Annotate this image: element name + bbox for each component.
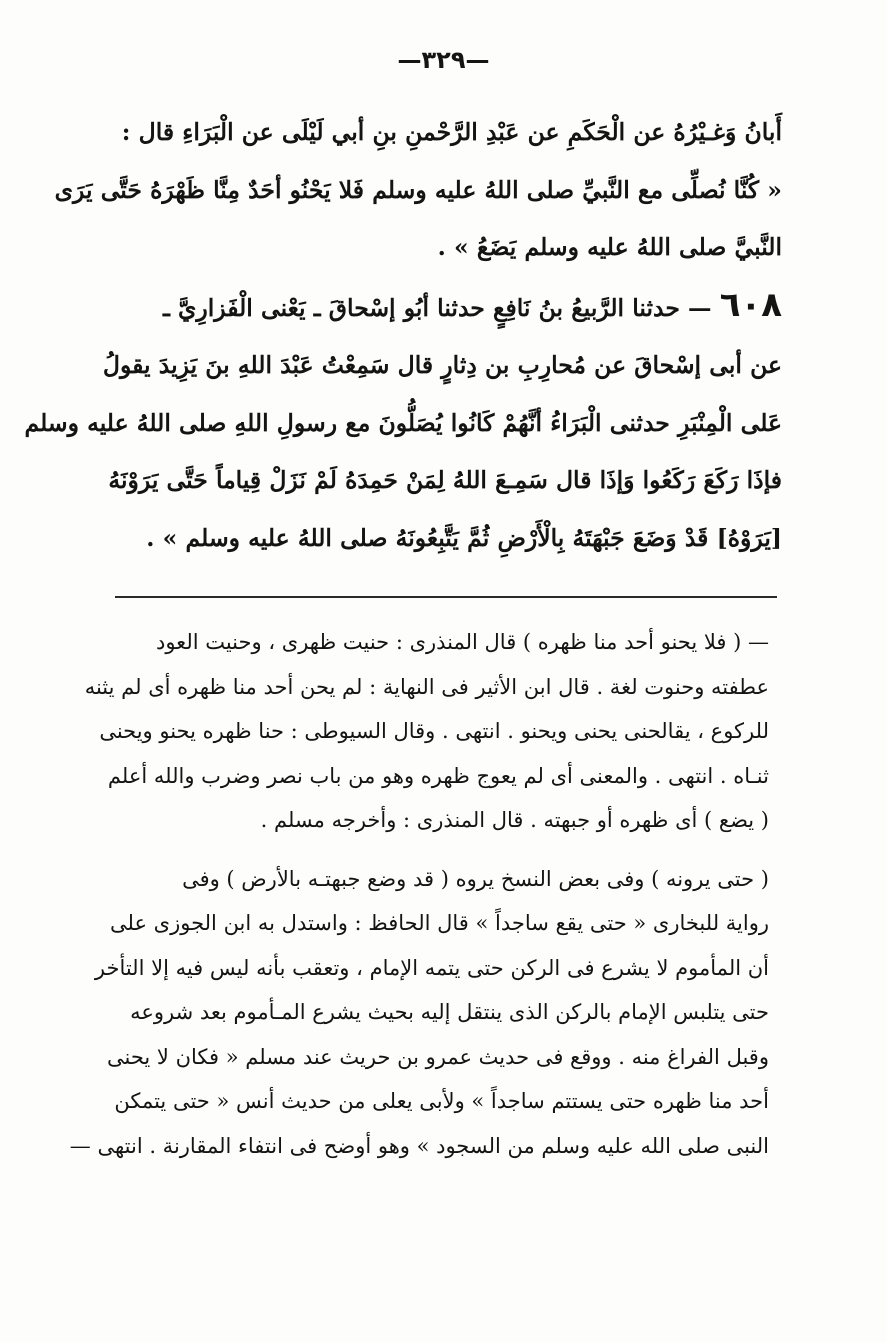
hadith-text-line: أَبانُ وَغـيْرُهُ عن الْحَكَمِ عن عَبْدِ الرَّحْمنِ بنِ أبي لَيْلَى عن الْبَرَاءِ قال : — [121, 118, 782, 146]
hadith-text-line: فإذَا رَكَعَ رَكَعُوا وَإذَا قال سَمِـعَ اللهُ لِمَنْ حَمِدَهُ لَمْ نَزَلْ قِياماً حَتَّى يَرَوْنَهُ — [108, 466, 782, 494]
hadith-text-line: — حدثنا الرَّبيعُ بنُ نَافِعٍ حدثنا أبُو إسْحاقَ ـ يَعْنى الْفَزارِيَّ ـ — [162, 293, 712, 322]
hadith-text-block — [24, 104, 782, 567]
page-number: —٣٢٩— — [397, 46, 490, 74]
hadith-608-first-line — [110, 277, 782, 338]
commentary-line: أن المأموم لا يشرع فى الركن حتى يتمه الإمام ، وتعقب بأنه ليس فيه إلا التأخر — [94, 955, 769, 980]
commentary-line: ( حتى يرونه ) وفى بعض النسخ يروه ( قد وضع جبهتـه بالأرض ) وفى — [182, 866, 769, 891]
commentary-line: رواية للبخارى « حتى يقع ساجداً » قال الحافظ : واستدل به ابن الجوزى على — [110, 911, 769, 935]
hadith-text-line: [يَرَوْهُ] قَدْ وَضَعَ جَبْهَتَهُ بِالْأَرْضِ ثُمَّ يَتَّبِعُونَهُ صلى اللهُ عليه وسلم » . — [146, 523, 782, 552]
hadith-number: ٦٠٨ — [719, 284, 782, 325]
hadith-text-line: عن أبى إسْحاقَ عن مُحارِبِ بن دِثارٍ قال سَمِعْتُ عَبْدَ اللهِ بنَ يَزِيدَ يقولُ — [102, 351, 782, 379]
commentary-line: وقبل الفراغ منه . ووقع فى حديث عمرو بن حريث عند مسلم « فكان لا يحنى — [107, 1044, 769, 1069]
commentary-line: أحد منا ظهره حتى يستتم ساجداً » ولأبى يعلى من حديث أنس « حتى يتمكن — [114, 1089, 769, 1113]
commentary-line: حتى يتلبس الإمام بالركن الذى ينتقل إليه بحيث يشرع المـأموم بعد شروعه — [130, 1000, 769, 1024]
footnote-divider — [115, 596, 777, 598]
paragraph-gap — [90, 843, 769, 857]
commentary-line: للركوع ، يقالحنى يحنى ويحنو . انتهى . وقال السيوطى : حنا ظهره يحنو ويحنى — [99, 719, 769, 743]
commentary-line: ( يضع ) أى ظهره أو جبهته . قال المنذرى : وأخرجه مسلم . — [260, 808, 769, 832]
commentary-line: عطفته وحنوت لغة . قال ابن الأثير فى النهاية : لم يحن أحد منا ظهره أى لم يثنه — [84, 674, 769, 699]
hadith-text-line: « كُنَّا نُصلِّى مع النَّبيِّ صلى اللهُ عليه وسلم فَلا يَحْنُو أحَدٌ مِنَّا ظَهْرَهُ حَتَّى يَرَى — [54, 175, 782, 204]
commentary-block — [69, 620, 769, 1168]
hadith-text-line: النَّبيَّ صلى اللهُ عليه وسلم يَضَعُ » . — [437, 233, 782, 261]
commentary-line: ثنـاه . انتهى . والمعنى أى لم يعوج ظهره وهو من باب نصر وضرب والله أعلم — [107, 763, 769, 788]
hadith-text-line: عَلى الْمِنْبَرِ حدثنى الْبَرَاءُ أنَّهُمْ كَانُوا يُصَلُّونَ مع رسولِ اللهِ صلى اللهُ عليه وسلم — [24, 408, 782, 437]
commentary-line: النبى صلى الله عليه وسلم من السجود » وهو أوضح فى انتفاء المقارنة . انتهى — — [69, 1133, 769, 1158]
commentary-line: — ( فلا يحنو أحد منا ظهره ) قال المنذرى : حنيت ظهرى ، وحنيت العود — [155, 630, 769, 654]
